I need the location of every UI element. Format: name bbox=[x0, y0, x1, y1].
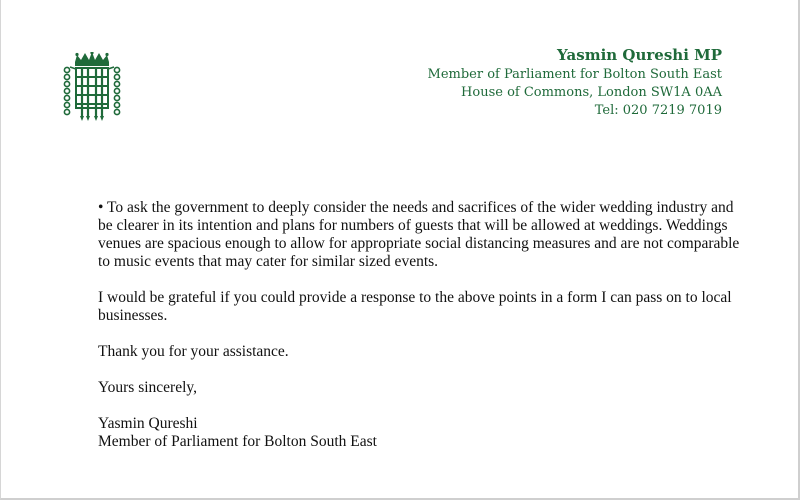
signature-name: Yasmin Qureshi bbox=[98, 415, 198, 432]
request-paragraph: I would be grateful if you could provide a response to the above points in a form I can pass on to local businesses. bbox=[98, 289, 732, 324]
bullet-paragraph: • To ask the government to deeply consider the needs and sacrifices of the wider wedding industry and be clearer in its intention and plans for numbers of guests that will be allowed at weddings. Weddings venues are spacious enough to allow for appropriate social distancing measures and are not comparable to music events that may cater for similar sized events. bbox=[98, 199, 740, 270]
phone-line: Tel: 020 7219 7019 bbox=[594, 103, 722, 118]
mp-name: Yasmin Qureshi MP bbox=[557, 46, 722, 64]
thanks-line: Thank you for your assistance. bbox=[98, 343, 289, 360]
address-line: House of Commons, London SW1A 0AA bbox=[461, 85, 722, 100]
constituency-line: Member of Parliament for Bolton South East bbox=[427, 67, 722, 82]
closing-line: Yours sincerely, bbox=[98, 379, 198, 396]
letterhead bbox=[428, 44, 722, 120]
signature-title: Member of Parliament for Bolton South East bbox=[98, 433, 377, 450]
letter-body bbox=[98, 199, 748, 451]
portcullis-icon bbox=[61, 52, 123, 122]
